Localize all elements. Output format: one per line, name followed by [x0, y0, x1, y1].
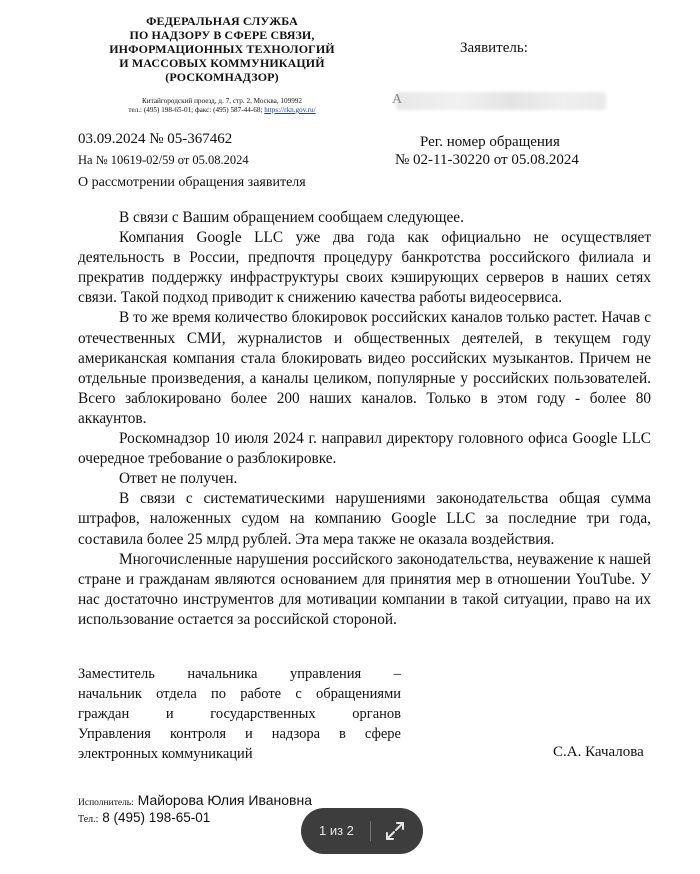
- signer-line: граждан и государственных органов: [78, 706, 401, 723]
- viewer-controls: [301, 808, 423, 854]
- agency-line: ИНФОРМАЦИОННЫХ ТЕХНОЛОГИЙ: [109, 42, 335, 56]
- body-paragraph: Компания Google LLC уже два года как официально не осуществляет деятельность в России, предпочтя процедуру банкротства российского филиала и прекратив поддержку инфраструктуры своих кэширующих серверов в наших сетях связи. Такой подход приводит к снижению качества работы видеосервиса.: [78, 229, 651, 307]
- agency-name: [82, 14, 362, 84]
- outgoing-number: 03.09.2024 № 05-367462: [78, 131, 233, 147]
- applicant-initial: А: [392, 92, 403, 107]
- address-line: Китайгородский проезд, д. 7, стр. 2, Москва, 109992: [142, 97, 302, 105]
- website-link[interactable]: https://rkn.gov.ru/: [264, 106, 316, 114]
- body-paragraph: Многочисленные нарушения российского законодательства, неуважение к нашей стране и гражданам являются основанием для принятия мер в отношении YouTube. У нас достаточно инструментов для мотивации компании в такой ситуации, право на их использование остается за российской стороной.: [78, 550, 651, 628]
- executor-name: Майорова Юлия Ивановна: [137, 792, 312, 808]
- body-paragraph: Ответ не получен.: [119, 470, 238, 488]
- applicant-label: Заявитель:: [460, 40, 528, 56]
- agency-address: [82, 97, 362, 115]
- reference-number: На № 10619-02/59 от 05.08.2024: [78, 153, 249, 167]
- body-paragraph: В связи с систематическими нарушениями законодательства общая сумма штрафов, наложенных судом на компанию Google LLC за последние три года, составила более 25 млрд рублей. Эта мера также не оказала воздействия.: [78, 490, 651, 548]
- signer-line: электронных коммуникаций: [78, 746, 253, 763]
- signer-name: С.А. Качалова: [553, 744, 644, 760]
- agency-line: И МАССОВЫХ КОММУНИКАЦИЙ: [119, 56, 325, 70]
- divider: [370, 821, 371, 841]
- letter-body: [78, 208, 651, 630]
- contacts-text: тел.: (495) 198-65-01; факс: (495) 587-44-68;: [128, 106, 263, 114]
- body-paragraph: В то же время количество блокировок российских каналов только растет. Начав с отечественных СМИ, журналистов и общественных деятелей, в текущем году американская компания стала блокировать видео российских музыкантов. Причем не отдельные произведения, а каналы целиком, популярные у российских пользователей. Всего заблокировано более 200 наших каналов. Только в этом году - более 80 аккаунтов.: [78, 309, 651, 427]
- registration-number: № 02-11-30220 от 05.08.2024: [395, 152, 579, 168]
- contacts-line: [82, 106, 362, 115]
- body-paragraph: В связи с Вашим обращением сообщаем следующее.: [119, 209, 464, 226]
- redacted-applicant: [396, 92, 606, 110]
- agency-line: (РОСКОМНАДЗОР): [165, 70, 279, 84]
- body-paragraph: Роскомнадзор 10 июля 2024 г. направил директору головного офиса Google LLC очередное требование о разблокировке.: [78, 430, 651, 468]
- phone-label: Тел.:: [78, 814, 99, 825]
- executor-label: Исполнитель:: [78, 798, 134, 808]
- phone-number: 8 (495) 198-65-01: [102, 810, 211, 825]
- signer-line: Заместитель начальника управления –: [78, 666, 401, 682]
- agency-line: ФЕДЕРАЛЬНАЯ СЛУЖБА: [146, 14, 298, 28]
- executor-phone: [78, 810, 210, 825]
- signer-position: [78, 664, 401, 764]
- agency-line: ПО НАДЗОРУ В СФЕРЕ СВЯЗИ,: [129, 28, 315, 42]
- expand-icon[interactable]: [383, 819, 407, 843]
- letter-subject: О рассмотрении обращения заявителя: [78, 175, 306, 190]
- page-indicator: 1 из 2: [319, 823, 354, 838]
- signer-line: Управления контроля и надзора в сфере: [78, 726, 401, 743]
- registration-label: Рег. номер обращения: [420, 134, 560, 150]
- executor: [78, 792, 312, 808]
- signer-line: начальник отдела по работе с обращениями: [78, 686, 401, 703]
